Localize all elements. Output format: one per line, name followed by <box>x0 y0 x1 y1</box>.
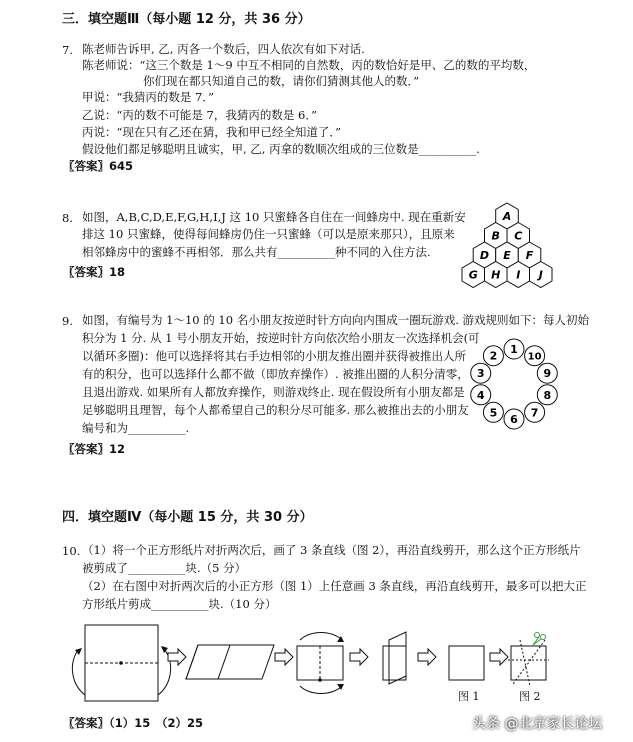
child-number: 3 <box>476 367 485 381</box>
q10-answer: 〖答案〗（1）15 （2）25 <box>63 716 204 730</box>
q8-answer: 〖答案〗18 <box>63 265 126 279</box>
q7-number: 7. <box>62 43 73 57</box>
fig1-label: 图 1 <box>458 690 480 703</box>
child-number: 4 <box>476 388 485 402</box>
q9-number: 9. <box>62 314 73 328</box>
q7-line-5: 乙说：“丙的数不可能是 7，我猜丙的数是 6．” <box>82 108 317 122</box>
fig2-label: 图 2 <box>519 690 541 703</box>
step-arrow-2 <box>275 649 293 665</box>
hex-label: A <box>502 210 512 223</box>
q10-number: 10. <box>62 544 81 558</box>
hex-label: H <box>491 268 501 282</box>
watermark: 头条 @北京家长论坛 <box>472 716 603 732</box>
q8-line-2: 排这 10 只蜜蜂，使得每间蜂房仍住一只蜜蜂（可以是原来那只），且原来 <box>82 227 455 241</box>
q7-line-7: 假设他们都足够聪明且诚实，甲, 乙, 丙拿的数顺次组成的三位数是__________. <box>82 142 480 156</box>
child-number: 1 <box>510 343 518 356</box>
q7-line-6: 丙说：“现在只有乙还在猜，我和甲已经全知道了．” <box>82 125 342 139</box>
step-arrow-5 <box>490 649 508 665</box>
hex-label: G <box>468 268 478 282</box>
scissors-icon <box>533 633 546 646</box>
step-arrow-3 <box>350 649 368 665</box>
step-arrow-1 <box>168 649 186 665</box>
child-number: 6 <box>510 413 518 426</box>
section-title-4: 四．填空题Ⅳ（每小题 15 分，共 30 分） <box>62 510 313 525</box>
section-title-3: 三．填空题Ⅲ（每小题 12 分，共 36 分） <box>62 12 311 27</box>
q10-line-2: 被剪成了__________块.（5 分） <box>82 561 247 575</box>
q7-line-3: 你们现在都只知道自己的数，请你们猜测其他人的数．” <box>143 74 420 88</box>
q7-answer: 〖答案〗645 <box>63 159 134 173</box>
q9-line-5: 且退出游戏. 如果所有人都放弃操作，则游戏终止. 现在假设所有小朋友都是 <box>82 385 465 399</box>
hex-label: C <box>514 229 523 243</box>
q8-number: 8. <box>62 211 73 225</box>
child-number: 2 <box>489 349 498 363</box>
center-dot <box>119 661 123 665</box>
q10-line-4: 方形纸片剪成__________块.（10 分） <box>82 597 277 611</box>
hex-label: J <box>538 268 543 282</box>
q9-line-4: 有的积分，也可以选择什么都不做（即放弃操作）. 被推出圈的人积分清零， <box>82 367 469 381</box>
q10-line-1: （1）将一个正方形纸片对折两次后，画了 3 条直线（图 2），再沿直线剪开，那么这个正方形纸片 <box>82 543 581 557</box>
q8-line-3: 相邻蜂房中的蜜蜂不再相邻．那么共有__________种不同的入住方法. <box>82 245 431 259</box>
folding-square <box>383 646 406 680</box>
parallelogram <box>186 645 274 679</box>
child-number: 7 <box>530 406 539 420</box>
q7-line-4: 甲说：“我猜丙的数是 7．” <box>82 90 214 104</box>
q7-line-1: 陈老师告诉甲, 乙, 丙各一个数后，四人依次有如下对话. <box>82 42 365 56</box>
q10-line-3: （2）在右图中对折两次后的小正方形（图 1）上任意画 3 条直线，再沿直线剪开，最多可以把大正 <box>82 579 587 593</box>
hex-label: F <box>525 249 534 262</box>
q9-line-7: 编号和为__________. <box>82 421 190 435</box>
fold-arrow-left <box>72 650 85 695</box>
hex-label: I <box>516 268 521 282</box>
child-number: 9 <box>543 367 552 381</box>
fig1-square <box>449 646 484 680</box>
child-number: 8 <box>543 388 552 402</box>
q8-line-1: 如图，A,B,C,D,E,F,G,H,I,J 这 10 只蜜蜂各自住在一间蜂房中. 现在重新安 <box>82 210 466 224</box>
child-number: 5 <box>489 406 498 420</box>
q9-line-3: 以循环多圈)：他可以选择将其右手边相邻的小朋友推出圈并获得被推出人所 <box>82 349 466 363</box>
step-arrow-4 <box>418 649 436 665</box>
child-number: 10 <box>527 351 542 363</box>
hex-label: E <box>503 249 511 262</box>
q9-answer: 〖答案〗12 <box>63 442 126 456</box>
hex-label: B <box>491 229 500 243</box>
hex-label: D <box>479 249 490 262</box>
q9-line-1: 如图，有编号为 1～10 的 10 名小朋友按逆时针方向向内围成一圈玩游戏. 游戏规则如下：每人初始 <box>82 313 590 327</box>
q9-line-2: 积分为 1 分. 从 1 号小朋友开始，按逆时针方向依次给小朋友一次选择机会(可 <box>82 331 480 345</box>
q7-line-2: 陈老师说：“这三个数是 1～9 中互不相同的自然数，丙的数恰好是甲、乙的数的平均数， <box>82 58 536 72</box>
q9-line-6: 足够聪明且理智，每个人都希望自己的积分尽可能多. 那么被推出去的小朋友 <box>82 403 469 417</box>
